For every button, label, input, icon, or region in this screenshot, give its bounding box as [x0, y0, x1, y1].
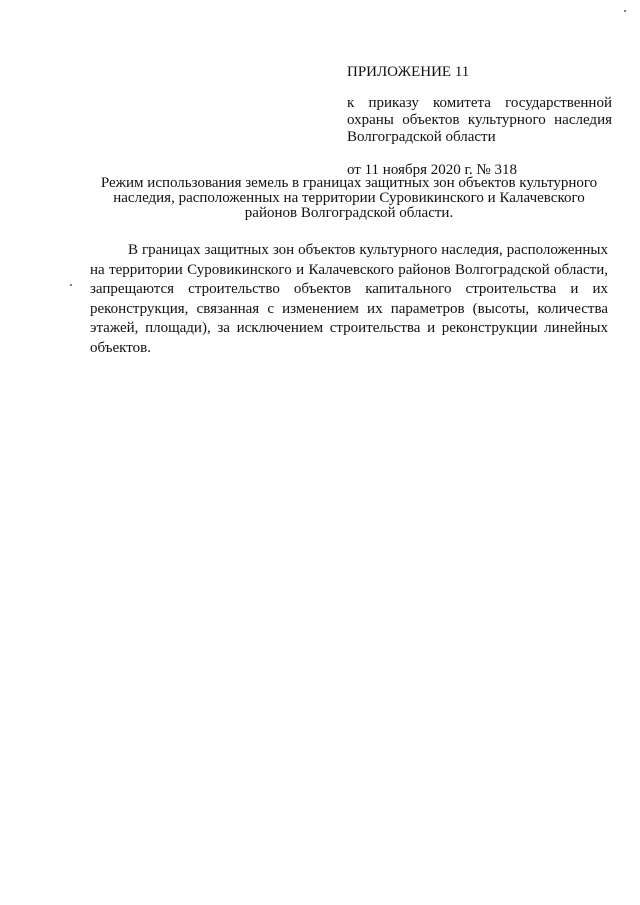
- appendix-order-reference: к приказу комитета государственной охраны объектов культурного наследия Волгоградской области: [347, 95, 612, 145]
- appendix-date-number: от 11 ноября 2020 г. № 318: [347, 162, 517, 178]
- appendix-title: ПРИЛОЖЕНИЕ 11: [347, 64, 470, 80]
- appendix-block: [347, 64, 612, 179]
- scan-speck: [70, 284, 72, 286]
- scan-speck: [624, 10, 626, 12]
- body-paragraph: В границах защитных зон объектов культурного наследия, расположенных на территории Суровикинского и Калачевского районов Волгоградской области, запрещаются строительство объектов капитального строительства и их реконструкция, связанная с изменением их параметров (высоты, количества этажей, площади), за исключением строительства и реконструкции линейных объектов.: [90, 242, 608, 356]
- document-heading: Режим использования земель в границах защитных зон объектов культурного наследия, расположенных на территории Суровикинского и Калачевского районов Волгоградской области.: [100, 175, 598, 221]
